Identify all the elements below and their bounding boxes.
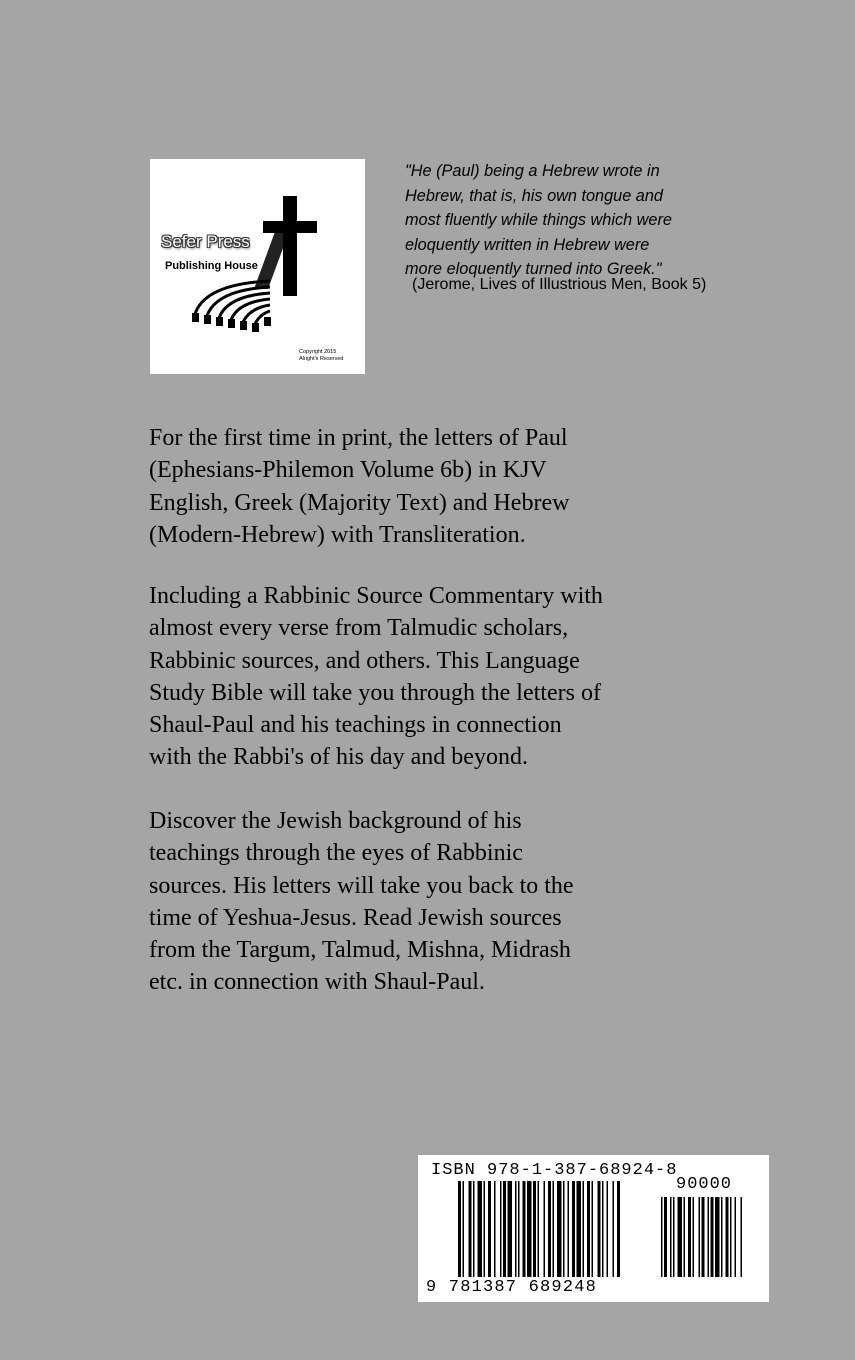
barcode-bar — [602, 1181, 604, 1277]
paragraph-line: almost every verse from Talmudic scholars, — [149, 615, 569, 642]
barcode-addon-bar — [661, 1197, 663, 1277]
paragraph-line: etc. in connection with Shaul-Paul. — [149, 969, 485, 996]
barcode-bar — [553, 1181, 555, 1277]
barcode-bar — [469, 1181, 472, 1277]
barcode-bar — [538, 1181, 540, 1277]
barcode-addon-bar — [699, 1197, 701, 1277]
barcode-addon-bar — [678, 1197, 683, 1277]
barcode-bar — [500, 1181, 502, 1277]
barcode-bar — [523, 1181, 526, 1277]
barcode-addon-bar — [715, 1197, 720, 1277]
barcode-bar — [503, 1181, 506, 1277]
quote-line: most fluently while things which were — [405, 211, 672, 229]
barcode-addon-bar — [708, 1197, 710, 1277]
barcode-bar — [484, 1181, 486, 1277]
paragraph-line: Rabbinic sources, and others. This Language — [149, 647, 580, 674]
paragraph-line: For the first time in print, the letters of Paul — [149, 425, 568, 451]
logo-name: Sefer Press — [161, 232, 250, 251]
logo-copyright-line: Copyright 2015 — [299, 349, 337, 355]
paragraph-line: teachings through the eyes of Rabbinic — [149, 840, 523, 867]
barcode-bar — [598, 1181, 601, 1277]
description-paragraph-3 — [149, 805, 749, 999]
paragraph-line: Including a Rabbinic Source Commentary with — [149, 583, 603, 609]
barcode-addon-bar — [673, 1197, 675, 1277]
price-code: 90000 — [676, 1175, 733, 1194]
paragraph-line: sources. His letters will take you back to the — [149, 872, 574, 899]
barcode-bar — [587, 1181, 590, 1277]
barcode-addon-bar — [688, 1197, 691, 1277]
logo-copyright-line: Alright's Reserved — [299, 356, 344, 362]
barcode-addon-bar — [735, 1197, 737, 1277]
barcode-addon-bar — [721, 1197, 723, 1277]
barcode-bar — [508, 1181, 513, 1277]
barcode-addon-bar — [711, 1197, 714, 1277]
paragraph-line: Discover the Jewish background of his — [149, 808, 522, 834]
barcode-bar — [463, 1181, 465, 1277]
paragraph-line: (Modern-Hebrew) with Transliteration. — [149, 521, 526, 548]
barcode-bar — [563, 1181, 565, 1277]
barcode-addon-bar — [693, 1197, 695, 1277]
barcode-addon-bar — [684, 1197, 686, 1277]
barcode-bar — [577, 1181, 582, 1277]
jerome-quote — [405, 159, 735, 282]
barcode-bar — [494, 1181, 496, 1277]
barcode-addon-bar — [741, 1197, 743, 1277]
paragraph-line: with the Rabbi's of his day and beyond. — [149, 744, 528, 771]
description-paragraph-2 — [149, 580, 749, 774]
barcode-addon-bar — [670, 1197, 672, 1277]
barcode-bar — [583, 1181, 585, 1277]
quote-line: eloquently written in Hebrew were — [405, 235, 650, 254]
barcode-bar — [527, 1181, 532, 1277]
quote-line: "He (Paul) being a Hebrew wrote in — [405, 162, 660, 180]
barcode-bar — [617, 1181, 620, 1277]
barcode-bar — [488, 1181, 491, 1277]
barcode-bar — [592, 1181, 594, 1277]
barcode-bar — [544, 1181, 546, 1277]
barcode-bar — [458, 1181, 461, 1277]
paragraph-line: Study Bible will take you through the letters of — [149, 679, 601, 706]
barcode-addon-bar — [726, 1197, 729, 1277]
quote-line: Hebrew, that is, his own tongue and — [405, 186, 663, 205]
paragraph-line: English, Greek (Majority Text) and Hebrew — [149, 489, 570, 516]
paragraph-line: time of Yeshua-Jesus. Read Jewish sources — [149, 904, 562, 931]
barcode-bar — [533, 1181, 536, 1277]
paragraph-line: from the Targum, Talmud, Mishna, Midrash — [149, 937, 571, 964]
isbn-barcode — [418, 1155, 769, 1302]
barcode-bar — [548, 1181, 551, 1277]
logo-subtitle: Publishing House — [165, 260, 258, 272]
paragraph-line: (Ephesians-Philemon Volume 6b) in KJV — [149, 457, 547, 484]
barcode-bar — [568, 1181, 570, 1277]
barcode-addon-bar — [702, 1197, 705, 1277]
barcode-bar — [613, 1181, 615, 1277]
barcode-bar — [473, 1181, 475, 1277]
logo-copyright — [299, 349, 343, 363]
isbn-text: ISBN 978-1-387-68924-8 — [431, 1161, 678, 1180]
barcode-digits: 9 781387 689248 — [426, 1278, 598, 1297]
description-paragraph-1 — [149, 422, 749, 551]
barcode-bar — [607, 1181, 609, 1277]
barcode-bar — [515, 1181, 517, 1277]
publisher-logo — [150, 159, 365, 374]
barcode-bar — [478, 1181, 483, 1277]
paragraph-line: Shaul-Paul and his teachings in connection — [149, 712, 562, 739]
quote-attribution: (Jerome, Lives of Illustrious Men, Book 5) — [412, 276, 707, 293]
barcode-addon-bar — [664, 1197, 667, 1277]
quote-line: more eloquently turned into Greek." — [405, 260, 662, 278]
barcode-bar — [518, 1181, 520, 1277]
barcode-addon-bar — [730, 1197, 732, 1277]
barcode-bar — [557, 1181, 562, 1277]
barcode-bar — [572, 1181, 575, 1277]
